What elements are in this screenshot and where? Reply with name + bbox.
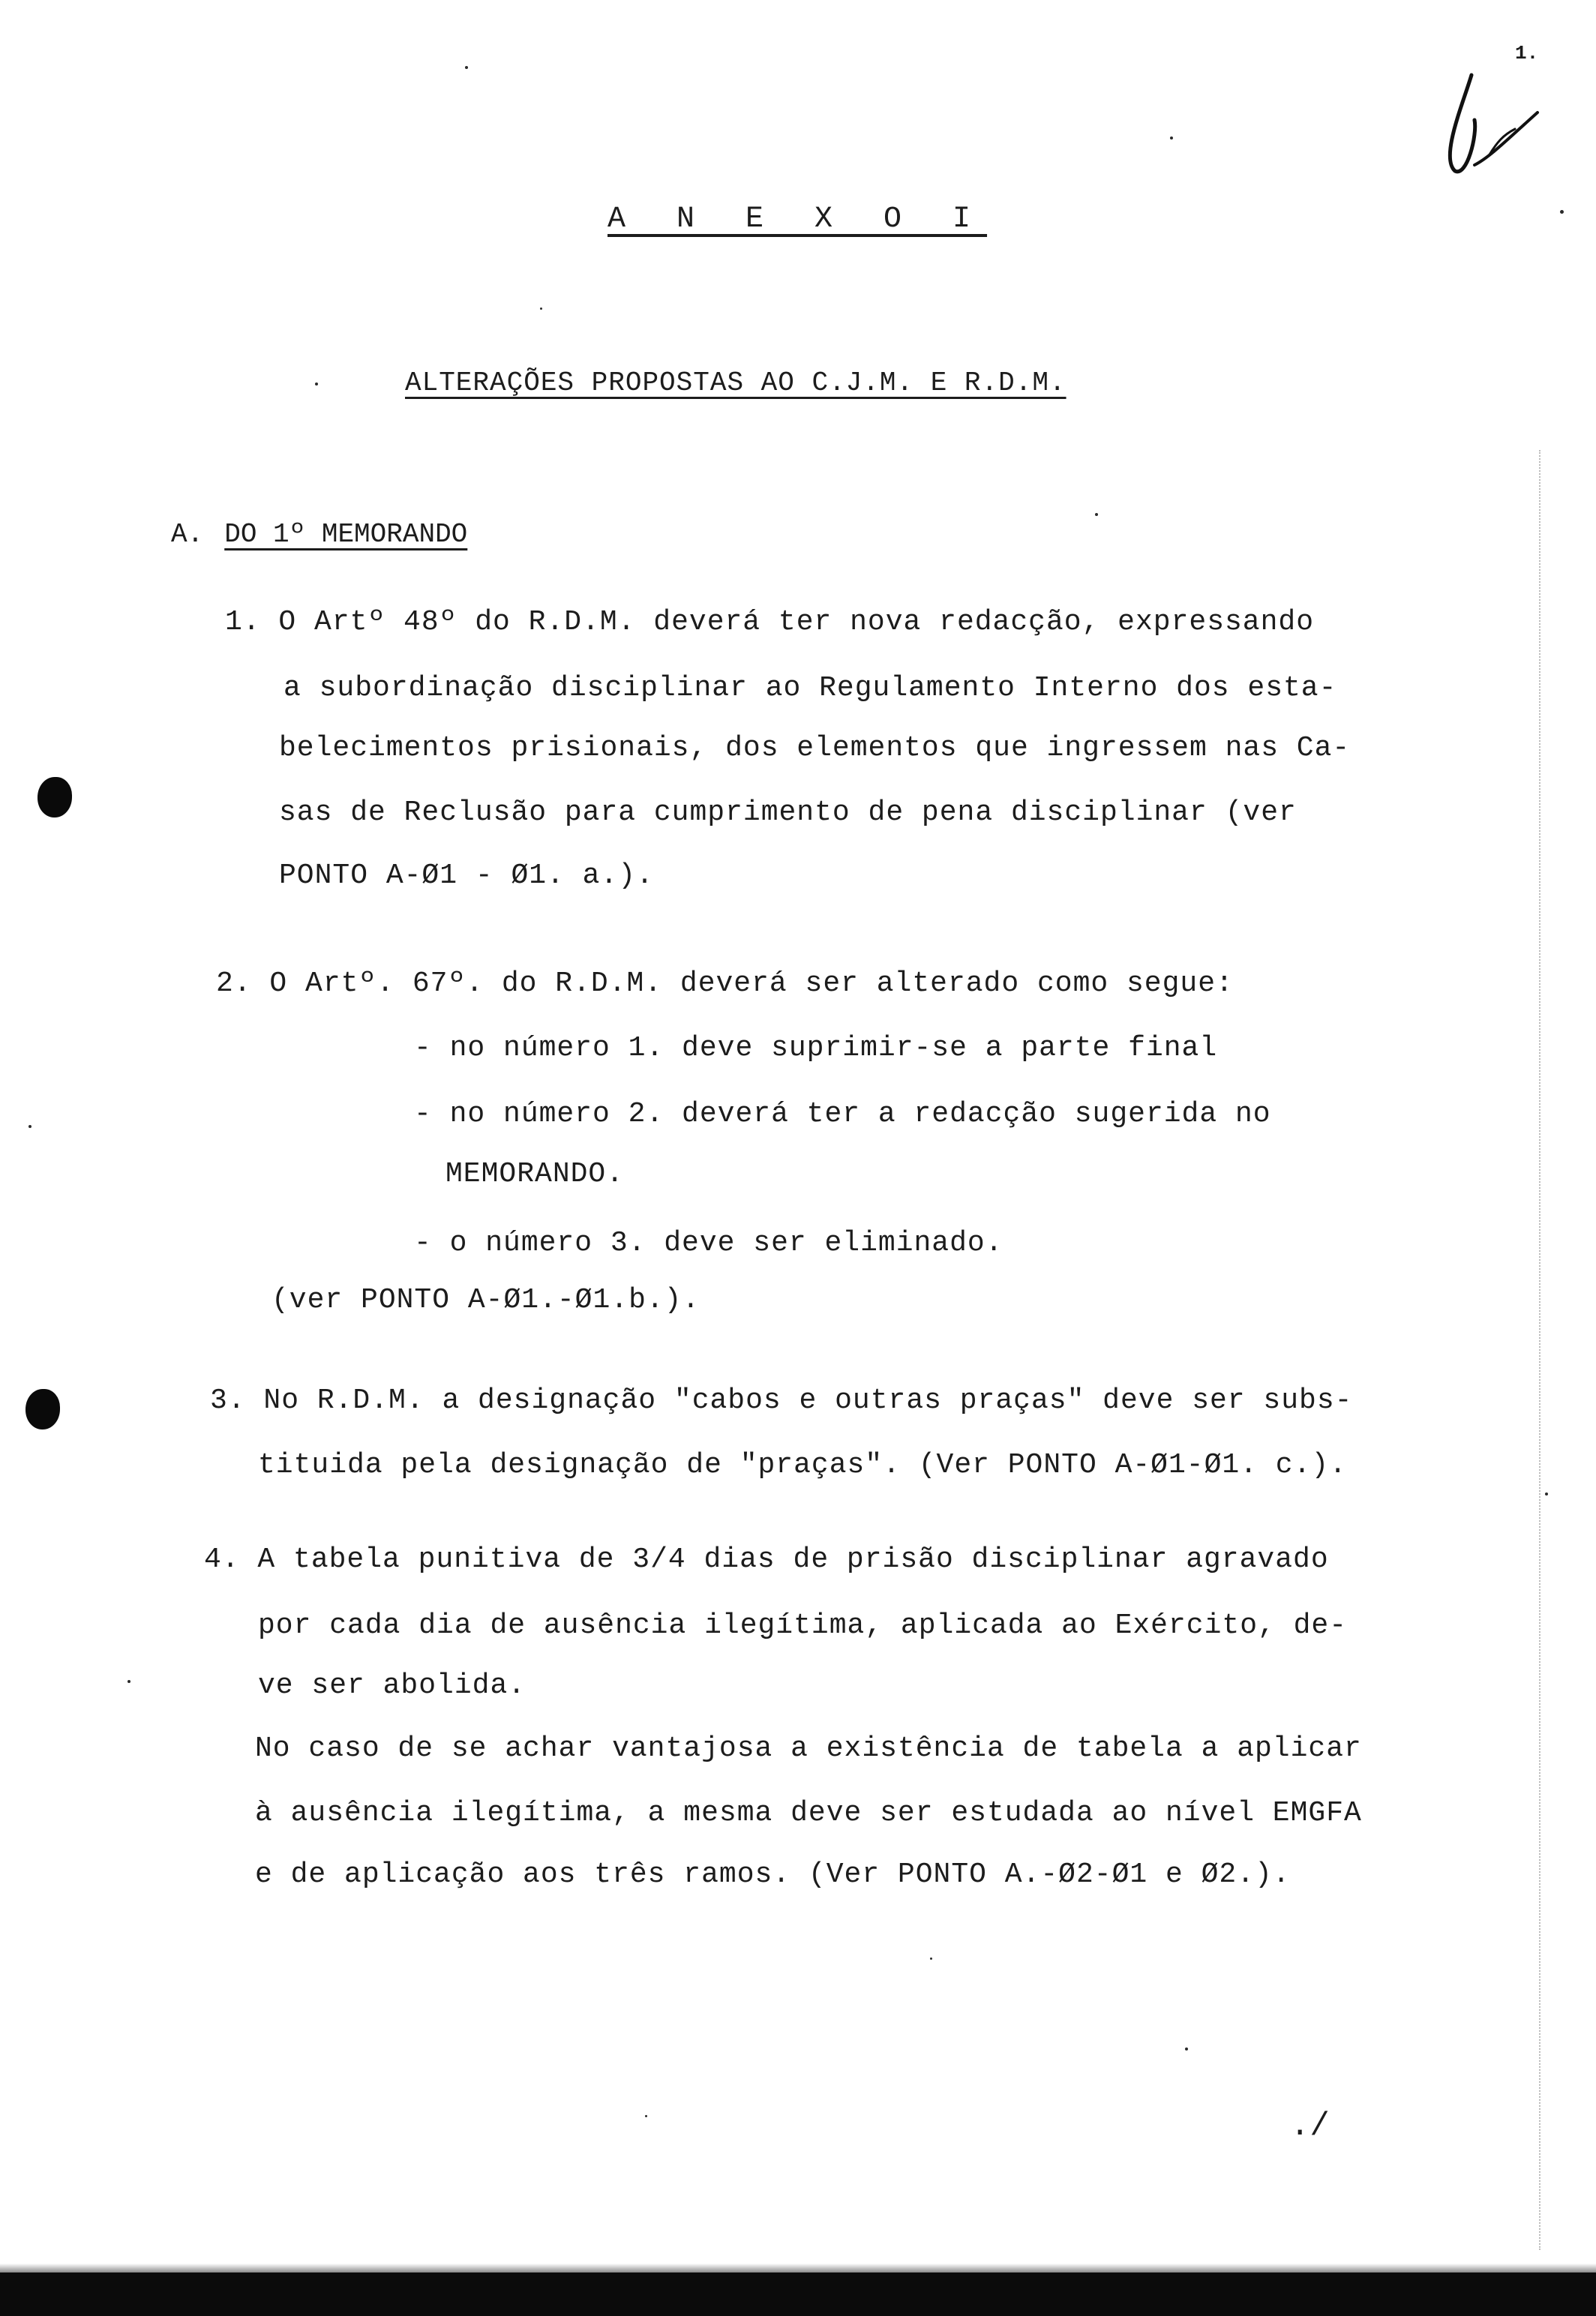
speck	[645, 2115, 647, 2117]
document-subtitle: ALTERAÇÕES PROPOSTAS AO C.J.M. E R.D.M.	[405, 368, 1066, 398]
annex-title: A N E X O I	[608, 202, 988, 236]
text-line: - no número 1. deve suprimir-se a parte final	[414, 1032, 1218, 1064]
speck	[128, 1680, 130, 1683]
text-line: por cada dia de ausência ilegítima, aplicada ao Exército, de-	[258, 1610, 1348, 1642]
text-line: 2. O Artº. 67º. do R.D.M. deverá ser alterado como segue:	[216, 968, 1234, 1000]
closing-mark: ./	[1290, 2108, 1330, 2145]
text-line: ve ser abolida.	[258, 1670, 526, 1702]
page-number: 1.	[1515, 42, 1539, 64]
text-line: PONTO A-Ø1 - Ø1. a.).	[279, 860, 654, 892]
speck	[1545, 1492, 1548, 1496]
text-line: - no número 2. deverá ter a redacção sugerida no	[414, 1098, 1271, 1130]
speck	[1185, 2048, 1188, 2050]
text-line: 3. No R.D.M. a designação "cabos e outras praças" deve ser subs-	[210, 1384, 1353, 1417]
speck	[1170, 136, 1173, 140]
section-label: DO 1º MEMORANDO	[224, 519, 468, 550]
scan-bottom-border	[0, 2272, 1596, 2316]
handwritten-initials	[1425, 45, 1560, 188]
text-line: 1. O Artº 48º do R.D.M. deverá ter nova redacção, expressando	[225, 606, 1315, 638]
punch-hole-lower	[26, 1389, 60, 1430]
speck	[540, 308, 542, 310]
text-line: - o número 3. deve ser eliminado.	[414, 1227, 1004, 1259]
speck	[315, 382, 318, 386]
text-line: e de aplicação aos três ramos. (Ver PONTO A.-Ø2-Ø1 e Ø2.).	[255, 1858, 1291, 1891]
text-line: MEMORANDO.	[446, 1158, 625, 1190]
text-line: belecimentos prisionais, dos elementos que ingressem nas Ca-	[279, 732, 1351, 764]
scan-edge-noise	[1539, 450, 1545, 2250]
text-line: tituida pela designação de "praças". (Ver PONTO A-Ø1-Ø1. c.).	[258, 1449, 1348, 1481]
text-line: No caso de se achar vantajosa a existência de tabela a aplicar	[255, 1732, 1362, 1765]
speck	[930, 1958, 932, 1960]
section-letter: A.	[171, 519, 204, 550]
section-heading	[171, 519, 467, 550]
punch-hole-upper	[38, 777, 72, 818]
text-line: sas de Reclusão para cumprimento de pena disciplinar (ver	[279, 796, 1297, 829]
speck	[1095, 513, 1098, 516]
text-line: a subordinação disciplinar ao Regulamento Interno dos esta-	[284, 672, 1337, 704]
speck	[1560, 210, 1564, 214]
speck	[465, 66, 468, 69]
text-line: (ver PONTO A-Ø1.-Ø1.b.).	[272, 1284, 700, 1316]
speck	[28, 1125, 32, 1128]
text-line: 4. A tabela punitiva de 3/4 dias de prisão disciplinar agravado	[204, 1544, 1329, 1576]
text-line: à ausência ilegítima, a mesma deve ser estudada ao nível EMGFA	[255, 1797, 1362, 1829]
